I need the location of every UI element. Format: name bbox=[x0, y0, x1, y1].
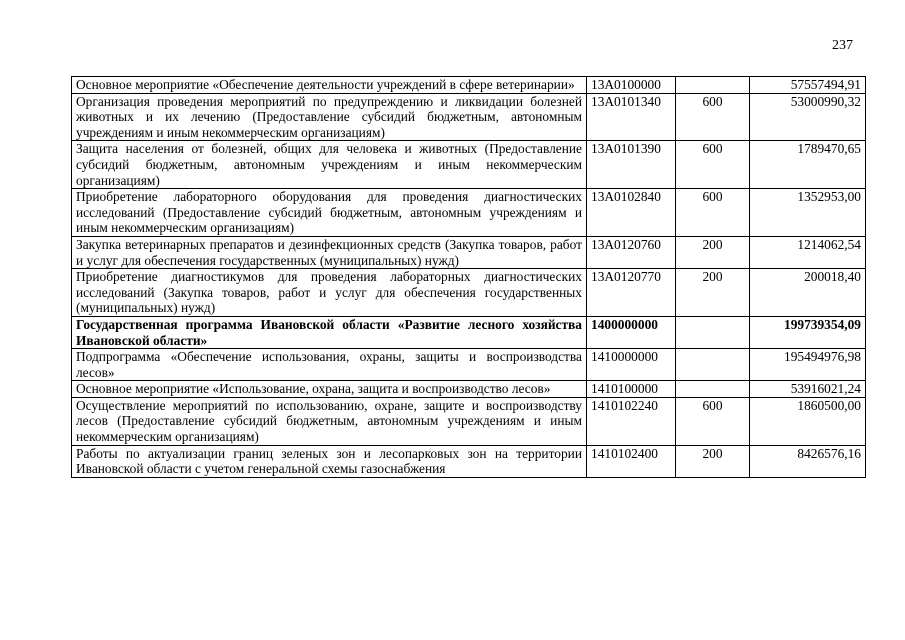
budget-table-body bbox=[72, 77, 866, 478]
expense-name-cell: Основное мероприятие «Использование, охрана, защита и воспроизводство лесов» bbox=[72, 381, 587, 398]
expense-name-cell: Закупка ветеринарных препаратов и дезинфекционных средств (Закупка товаров, работ и услуг для обеспечения государственных (муниципальных) нужд) bbox=[72, 236, 587, 268]
expense-name-cell: Организация проведения мероприятий по предупреждению и ликвидации болезней животных и их лечению (Предоставление субсидий бюджетным, автономным учреждениям и иным некоммерческим организациям) bbox=[72, 93, 587, 141]
expense-name-cell: Основное мероприятие «Обеспечение деятельности учреждений в сфере ветеринарии» bbox=[72, 77, 587, 94]
expense-type-cell: 600 bbox=[676, 141, 750, 189]
expense-type-cell: 600 bbox=[676, 397, 750, 445]
target-article-code-cell: 13А0120760 bbox=[587, 236, 676, 268]
budget-table bbox=[71, 76, 866, 478]
target-article-code-cell: 1400000000 bbox=[587, 316, 676, 348]
amount-cell: 199739354,09 bbox=[750, 316, 866, 348]
expense-type-cell: 200 bbox=[676, 236, 750, 268]
expense-type-cell: 200 bbox=[676, 445, 750, 477]
target-article-code-cell: 1410102240 bbox=[587, 397, 676, 445]
target-article-code-cell: 1410100000 bbox=[587, 381, 676, 398]
page-number: 237 bbox=[832, 38, 853, 53]
table-row bbox=[72, 189, 866, 237]
amount-cell: 57557494,91 bbox=[750, 77, 866, 94]
expense-type-cell: 600 bbox=[676, 189, 750, 237]
amount-cell: 200018,40 bbox=[750, 269, 866, 317]
target-article-code-cell: 1410000000 bbox=[587, 349, 676, 381]
expense-name-cell: Государственная программа Ивановской области «Развитие лесного хозяйства Ивановской области» bbox=[72, 316, 587, 348]
target-article-code-cell: 13А0100000 bbox=[587, 77, 676, 94]
expense-name-cell: Защита населения от болезней, общих для человека и животных (Предоставление субсидий бюджетным, автономным учреждениям и иным некоммерческим организациям) bbox=[72, 141, 587, 189]
table-row bbox=[72, 445, 866, 477]
expense-name-cell: Работы по актуализации границ зеленых зон и лесопарковых зон на территории Ивановской области с учетом генеральной схемы газоснабжения bbox=[72, 445, 587, 477]
amount-cell: 1789470,65 bbox=[750, 141, 866, 189]
amount-cell: 1214062,54 bbox=[750, 236, 866, 268]
expense-type-cell: 600 bbox=[676, 93, 750, 141]
table-row bbox=[72, 397, 866, 445]
expense-type-cell bbox=[676, 349, 750, 381]
table-row bbox=[72, 269, 866, 317]
amount-cell: 1860500,00 bbox=[750, 397, 866, 445]
target-article-code-cell: 13А0120770 bbox=[587, 269, 676, 317]
target-article-code-cell: 1410102400 bbox=[587, 445, 676, 477]
amount-cell: 53000990,32 bbox=[750, 93, 866, 141]
table-row bbox=[72, 349, 866, 381]
expense-name-cell: Подпрограмма «Обеспечение использования, охраны, защиты и воспроизводства лесов» bbox=[72, 349, 587, 381]
expense-type-cell: 200 bbox=[676, 269, 750, 317]
table-row bbox=[72, 77, 866, 94]
expense-name-cell: Приобретение диагностикумов для проведения лабораторных диагностических исследований (Закупка товаров, работ и услуг для обеспечения государственных (муниципальных) нужд) bbox=[72, 269, 587, 317]
table-row bbox=[72, 381, 866, 398]
amount-cell: 53916021,24 bbox=[750, 381, 866, 398]
target-article-code-cell: 13А0101340 bbox=[587, 93, 676, 141]
amount-cell: 195494976,98 bbox=[750, 349, 866, 381]
table-row bbox=[72, 93, 866, 141]
table-row bbox=[72, 141, 866, 189]
amount-cell: 8426576,16 bbox=[750, 445, 866, 477]
expense-type-cell bbox=[676, 381, 750, 398]
target-article-code-cell: 13А0101390 bbox=[587, 141, 676, 189]
expense-name-cell: Осуществление мероприятий по использованию, охране, защите и воспроизводству лесов (Предоставление субсидий бюджетным, автономным учреждениям и иным некоммерческим организациям) bbox=[72, 397, 587, 445]
table-row bbox=[72, 316, 866, 348]
target-article-code-cell: 13А0102840 bbox=[587, 189, 676, 237]
expense-type-cell bbox=[676, 316, 750, 348]
expense-type-cell bbox=[676, 77, 750, 94]
table-row bbox=[72, 236, 866, 268]
expense-name-cell: Приобретение лабораторного оборудования для проведения диагностических исследований (Предоставление субсидий бюджетным, автономным учреждениям и иным некоммерческим организациям) bbox=[72, 189, 587, 237]
amount-cell: 1352953,00 bbox=[750, 189, 866, 237]
